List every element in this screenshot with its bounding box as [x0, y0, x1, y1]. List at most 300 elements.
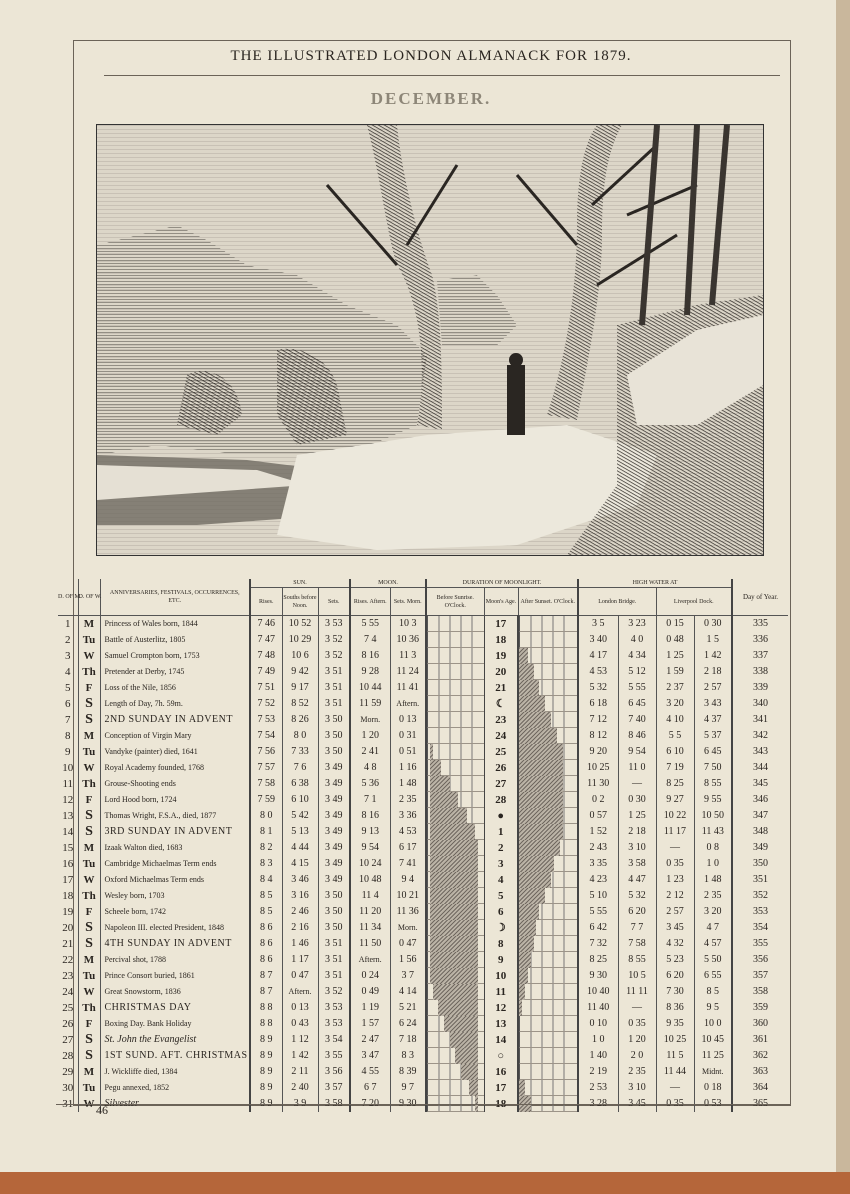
london-bridge-morn: 10 40: [578, 984, 618, 1000]
moon-rises: 2 41: [350, 744, 390, 760]
anniversary: CHRISTMAS DAY: [100, 1000, 250, 1016]
header-day-of-year: Day of Year.: [732, 579, 788, 616]
liverpool-dock-aftern: 7 50: [694, 760, 732, 776]
anniversary: Thomas Wright, F.S.A., died, 1877: [100, 808, 250, 824]
liverpool-dock-aftern: 5 37: [694, 728, 732, 744]
sun-rises: 8 1: [250, 824, 282, 840]
calendar-row: [58, 1048, 788, 1064]
sun-sets: 3 52: [318, 648, 350, 664]
anniversary: Cambridge Michaelmas Term ends: [100, 856, 250, 872]
london-bridge-aftern: 8 46: [618, 728, 656, 744]
moon-age: 23: [484, 712, 518, 728]
london-bridge-morn: 6 42: [578, 920, 618, 936]
day-of-week: M: [78, 616, 100, 633]
sun-souths: 6 38: [282, 776, 318, 792]
moonlight-shade: [519, 728, 557, 744]
day-of-year: 336: [732, 632, 788, 648]
day-of-year: 339: [732, 680, 788, 696]
calendar-row: [58, 760, 788, 776]
london-bridge-aftern: 7 40: [618, 712, 656, 728]
day-of-month: 23: [62, 970, 74, 982]
calendar-row: [58, 1032, 788, 1048]
moonlight-shade: [519, 920, 536, 936]
header-sun-rises: Rises.: [250, 588, 282, 616]
day-of-week: M: [78, 1064, 100, 1080]
moonlight-grid: [427, 648, 484, 664]
sun-rises: 8 8: [250, 1016, 282, 1032]
anniversary: Oxford Michaelmas Term ends: [100, 872, 250, 888]
sun-rises: 7 57: [250, 760, 282, 776]
calendar-rows: [58, 616, 788, 1113]
anniversary: J. Wickliffe died, 1384: [100, 1064, 250, 1080]
sun-souths: 5 13: [282, 824, 318, 840]
london-bridge-morn: 8 25: [578, 952, 618, 968]
moon-age: 18: [484, 1096, 518, 1112]
liverpool-dock-aftern: 3 43: [694, 696, 732, 712]
moon-rises: 11 4: [350, 888, 390, 904]
sun-souths: 7 33: [282, 744, 318, 760]
moonlight-after-sunset: [518, 696, 578, 712]
moonlight-grid: [519, 1000, 577, 1016]
sun-rises: 8 7: [250, 968, 282, 984]
calendar-row: [58, 712, 788, 728]
moon-sets: 1 48: [390, 776, 426, 792]
calendar-row: [58, 648, 788, 664]
winter-landscape-engraving: [96, 124, 764, 556]
liverpool-dock-aftern: 10 45: [694, 1032, 732, 1048]
moonlight-grid: [427, 744, 484, 760]
london-bridge-morn: 5 32: [578, 680, 618, 696]
anniversary: Royal Academy founded, 1768: [100, 760, 250, 776]
moonlight-before-sunrise: [426, 728, 484, 744]
header-sun: SUN.: [250, 579, 350, 588]
sun-sets: 3 50: [318, 728, 350, 744]
moon-rises: 7 1: [350, 792, 390, 808]
sun-rises: 7 52: [250, 696, 282, 712]
liverpool-dock-aftern: 11 43: [694, 824, 732, 840]
liverpool-dock-morn: 2 12: [656, 888, 694, 904]
london-bridge-aftern: 7 7: [618, 920, 656, 936]
day-of-year: 337: [732, 648, 788, 664]
moon-age: 14: [484, 1032, 518, 1048]
day-of-month: 20: [62, 922, 74, 934]
moon-age: 21: [484, 680, 518, 696]
day-of-week: M: [78, 728, 100, 744]
moonlight-shade: [430, 792, 458, 808]
sun-rises: 7 49: [250, 664, 282, 680]
moon-sets: 3 36: [390, 808, 426, 824]
anniversary: Conception of Virgin Mary: [100, 728, 250, 744]
liverpool-dock-aftern: 6 45: [694, 744, 732, 760]
moonlight-before-sunrise: [426, 1048, 484, 1064]
day-of-week: Tu: [78, 632, 100, 648]
anniversary: Princess of Wales born, 1844: [100, 616, 250, 633]
moon-rises: 6 7: [350, 1080, 390, 1096]
anniversary: Grouse-Shooting ends: [100, 776, 250, 792]
london-bridge-aftern: —: [618, 1000, 656, 1016]
liverpool-dock-aftern: 4 7: [694, 920, 732, 936]
day-of-month: 7: [65, 714, 71, 726]
sun-rises: 8 6: [250, 952, 282, 968]
moon-rises: 4 8: [350, 760, 390, 776]
header-moon-age: Moon's Age.: [484, 588, 518, 616]
london-bridge-aftern: 4 34: [618, 648, 656, 664]
moonlight-grid: [427, 696, 484, 712]
moonlight-grid: [519, 1016, 577, 1032]
sun-rises: 7 53: [250, 712, 282, 728]
moonlight-after-sunset: [518, 856, 578, 872]
moon-age: 12: [484, 1000, 518, 1016]
day-of-week: F: [78, 792, 100, 808]
moon-rises: 0 49: [350, 984, 390, 1000]
liverpool-dock-morn: 4 32: [656, 936, 694, 952]
day-of-week: W: [78, 984, 100, 1000]
liverpool-dock-aftern: 8 5: [694, 984, 732, 1000]
moonlight-shade: [433, 984, 478, 1000]
moon-sets: 1 16: [390, 760, 426, 776]
moonlight-after-sunset: [518, 968, 578, 984]
moonlight-shade: [430, 856, 478, 872]
sun-souths: 2 11: [282, 1064, 318, 1080]
sun-rises: 7 48: [250, 648, 282, 664]
sun-sets: 3 54: [318, 1032, 350, 1048]
moon-age: ☾: [484, 696, 518, 712]
moon-rises: 8 16: [350, 648, 390, 664]
page-number: 46: [96, 1103, 108, 1117]
liverpool-dock-aftern: 4 57: [694, 936, 732, 952]
day-of-month: 6: [65, 698, 71, 710]
moon-age: 17: [484, 616, 518, 633]
sun-souths: 3 46: [282, 872, 318, 888]
sun-rises: 7 47: [250, 632, 282, 648]
moonlight-grid: [519, 632, 577, 648]
sun-souths: 10 29: [282, 632, 318, 648]
moon-sets: 0 31: [390, 728, 426, 744]
calendar-row: [58, 1000, 788, 1016]
day-of-week: Tu: [78, 856, 100, 872]
moonlight-after-sunset: [518, 632, 578, 648]
sun-souths: 2 16: [282, 920, 318, 936]
london-bridge-morn: 1 52: [578, 824, 618, 840]
moon-sets: 0 47: [390, 936, 426, 952]
london-bridge-aftern: 3 10: [618, 1080, 656, 1096]
day-of-month: 27: [62, 1034, 74, 1046]
sun-rises: 8 9: [250, 1048, 282, 1064]
moonlight-grid: [427, 712, 484, 728]
liverpool-dock-morn: 1 59: [656, 664, 694, 680]
moon-age: 16: [484, 1064, 518, 1080]
sun-sets: 3 57: [318, 1080, 350, 1096]
moon-sets: 11 3: [390, 648, 426, 664]
anniversary: St. John the Evangelist: [100, 1032, 250, 1048]
calendar-row: [58, 696, 788, 712]
sun-sets: 3 53: [318, 1000, 350, 1016]
day-of-year: 356: [732, 952, 788, 968]
london-bridge-morn: 0 10: [578, 1016, 618, 1032]
london-bridge-morn: 0 2: [578, 792, 618, 808]
header-moon-rises: Rises. Aftern.: [350, 588, 390, 616]
london-bridge-aftern: 3 58: [618, 856, 656, 872]
moon-sets: 8 3: [390, 1048, 426, 1064]
moonlight-shade: [461, 1064, 478, 1080]
calendar-row: [58, 872, 788, 888]
day-of-year: 342: [732, 728, 788, 744]
london-bridge-aftern: 6 20: [618, 904, 656, 920]
moonlight-before-sunrise: [426, 952, 484, 968]
london-bridge-morn: 0 57: [578, 808, 618, 824]
moonlight-before-sunrise: [426, 616, 484, 633]
moonlight-shade: [519, 712, 551, 728]
anniversary: 2ND SUNDAY IN ADVENT: [100, 712, 250, 728]
moon-rises: 0 24: [350, 968, 390, 984]
moon-rises: 8 16: [350, 808, 390, 824]
calendar-row: [58, 840, 788, 856]
liverpool-dock-morn: 0 35: [656, 856, 694, 872]
sun-souths: 1 17: [282, 952, 318, 968]
liverpool-dock-aftern: 2 18: [694, 664, 732, 680]
calendar-row: [58, 824, 788, 840]
sun-sets: 3 51: [318, 952, 350, 968]
moon-rises: 1 57: [350, 1016, 390, 1032]
day-of-year: 348: [732, 824, 788, 840]
anniversary: Percival shot, 1788: [100, 952, 250, 968]
sun-souths: 9 17: [282, 680, 318, 696]
day-of-year: 344: [732, 760, 788, 776]
moonlight-before-sunrise: [426, 1016, 484, 1032]
liverpool-dock-aftern: 11 25: [694, 1048, 732, 1064]
moonlight-after-sunset: [518, 760, 578, 776]
liverpool-dock-morn: 0 48: [656, 632, 694, 648]
moon-sets: 11 36: [390, 904, 426, 920]
moonlight-grid: [519, 1032, 577, 1048]
moon-sets: 10 3: [390, 616, 426, 633]
moonlight-shade: [519, 824, 563, 840]
day-of-week: W: [78, 760, 100, 776]
day-of-month: 11: [62, 778, 74, 790]
moonlight-shade: [430, 840, 478, 856]
sun-sets: 3 49: [318, 776, 350, 792]
moon-sets: 6 17: [390, 840, 426, 856]
moon-sets: 7 18: [390, 1032, 426, 1048]
moonlight-grid: [519, 984, 577, 1000]
moonlight-before-sunrise: [426, 888, 484, 904]
moonlight-after-sunset: [518, 1064, 578, 1080]
moon-rises: 1 19: [350, 1000, 390, 1016]
header-sun-souths: Souths before Noon.: [282, 588, 318, 616]
day-of-month: 14: [62, 826, 74, 838]
moonlight-after-sunset: [518, 920, 578, 936]
moonlight-after-sunset: [518, 744, 578, 760]
anniversary: Napoleon III. elected President, 1848: [100, 920, 250, 936]
liverpool-dock-aftern: Midnt.: [694, 1064, 732, 1080]
day-of-year: 365: [732, 1096, 788, 1112]
day-of-year: 347: [732, 808, 788, 824]
london-bridge-morn: 1 0: [578, 1032, 618, 1048]
london-bridge-morn: 5 55: [578, 904, 618, 920]
moon-rises: 7 4: [350, 632, 390, 648]
liverpool-dock-morn: 5 5: [656, 728, 694, 744]
day-of-year: 364: [732, 1080, 788, 1096]
moon-age: 5: [484, 888, 518, 904]
day-of-year: 349: [732, 840, 788, 856]
sun-sets: 3 49: [318, 760, 350, 776]
liverpool-dock-morn: 5 23: [656, 952, 694, 968]
day-of-year: 351: [732, 872, 788, 888]
title-rule: [104, 75, 780, 76]
sun-sets: 3 55: [318, 1048, 350, 1064]
sun-rises: 7 56: [250, 744, 282, 760]
london-bridge-morn: 3 28: [578, 1096, 618, 1112]
moon-age: 1: [484, 824, 518, 840]
day-of-week: S: [78, 696, 100, 712]
day-of-year: 358: [732, 984, 788, 1000]
moonlight-shade: [519, 680, 539, 696]
sun-rises: 8 8: [250, 1000, 282, 1016]
sun-rises: 8 0: [250, 808, 282, 824]
almanac-title: THE ILLUSTRATED LONDON ALMANACK FOR 1879.: [230, 48, 632, 64]
moon-rises: Morn.: [350, 712, 390, 728]
moon-sets: 7 41: [390, 856, 426, 872]
moonlight-before-sunrise: [426, 680, 484, 696]
moon-age: 28: [484, 792, 518, 808]
sun-souths: 4 15: [282, 856, 318, 872]
sun-rises: 8 5: [250, 888, 282, 904]
sun-souths: 10 6: [282, 648, 318, 664]
day-of-month: 21: [62, 938, 74, 950]
page-edge: [0, 1172, 850, 1194]
moonlight-shade: [519, 744, 563, 760]
sun-sets: 3 52: [318, 632, 350, 648]
sun-souths: 8 52: [282, 696, 318, 712]
moon-rises: 11 34: [350, 920, 390, 936]
moon-age: 24: [484, 728, 518, 744]
day-of-month: 4: [65, 666, 71, 678]
moonlight-after-sunset: [518, 1048, 578, 1064]
moonlight-after-sunset: [518, 872, 578, 888]
london-bridge-aftern: 1 25: [618, 808, 656, 824]
calendar-row: [58, 1080, 788, 1096]
moonlight-before-sunrise: [426, 872, 484, 888]
london-bridge-aftern: 9 54: [618, 744, 656, 760]
sun-rises: 8 9: [250, 1032, 282, 1048]
day-of-year: 338: [732, 664, 788, 680]
moonlight-shade: [430, 952, 478, 968]
moonlight-after-sunset: [518, 936, 578, 952]
day-of-week: F: [78, 904, 100, 920]
moonlight-shade: [519, 872, 551, 888]
moon-sets: 2 35: [390, 792, 426, 808]
day-of-month: 17: [62, 874, 74, 886]
header-day-of-week: D. OF W.: [78, 579, 100, 616]
london-bridge-aftern: 5 32: [618, 888, 656, 904]
london-bridge-aftern: 7 58: [618, 936, 656, 952]
moonlight-before-sunrise: [426, 824, 484, 840]
moonlight-shade: [519, 1080, 525, 1096]
moonlight-after-sunset: [518, 984, 578, 1000]
sun-rises: 8 6: [250, 920, 282, 936]
day-of-week: Tu: [78, 1080, 100, 1096]
moonlight-shade: [469, 1080, 477, 1096]
moon-age: 18: [484, 632, 518, 648]
london-bridge-morn: 2 19: [578, 1064, 618, 1080]
liverpool-dock-aftern: 10 50: [694, 808, 732, 824]
moonlight-before-sunrise: [426, 968, 484, 984]
london-bridge-morn: 11 30: [578, 776, 618, 792]
sun-souths: 8 0: [282, 728, 318, 744]
moonlight-before-sunrise: [426, 840, 484, 856]
anniversary: Loss of the Nile, 1856: [100, 680, 250, 696]
moonlight-after-sunset: [518, 776, 578, 792]
london-bridge-morn: 6 18: [578, 696, 618, 712]
london-bridge-aftern: 10 5: [618, 968, 656, 984]
liverpool-dock-morn: 11 44: [656, 1064, 694, 1080]
sun-souths: 6 10: [282, 792, 318, 808]
day-of-month: 22: [62, 954, 74, 966]
day-of-year: 335: [732, 616, 788, 633]
moonlight-shade: [519, 856, 554, 872]
moonlight-shade: [519, 936, 534, 952]
moonlight-before-sunrise: [426, 712, 484, 728]
header-moon-sets: Sets. Morn.: [390, 588, 426, 616]
moonlight-after-sunset: [518, 664, 578, 680]
sun-souths: 8 26: [282, 712, 318, 728]
day-of-year: 359: [732, 1000, 788, 1016]
moonlight-shade: [519, 904, 539, 920]
sun-sets: 3 49: [318, 792, 350, 808]
sun-sets: 3 53: [318, 1016, 350, 1032]
moonlight-before-sunrise: [426, 664, 484, 680]
london-bridge-aftern: 11 11: [618, 984, 656, 1000]
moon-sets: 9 7: [390, 1080, 426, 1096]
anniversary: Silvester: [100, 1096, 250, 1112]
sun-souths: 0 47: [282, 968, 318, 984]
day-of-year: 353: [732, 904, 788, 920]
day-of-week: S: [78, 1048, 100, 1064]
calendar-row: [58, 728, 788, 744]
moonlight-shade: [519, 984, 525, 1000]
liverpool-dock-morn: 11 5: [656, 1048, 694, 1064]
moonlight-after-sunset: [518, 648, 578, 664]
day-of-month: 26: [62, 1018, 74, 1030]
moonlight-before-sunrise: [426, 920, 484, 936]
london-bridge-aftern: 1 20: [618, 1032, 656, 1048]
day-of-year: 363: [732, 1064, 788, 1080]
liverpool-dock-morn: 3 45: [656, 920, 694, 936]
header-high-water: HIGH WATER AT: [578, 579, 732, 588]
liverpool-dock-morn: 10 22: [656, 808, 694, 824]
moonlight-grid: [427, 680, 484, 696]
london-bridge-morn: 7 32: [578, 936, 618, 952]
sun-sets: 3 49: [318, 824, 350, 840]
day-of-month: 31: [62, 1098, 74, 1110]
moonlight-before-sunrise: [426, 760, 484, 776]
moon-rises: 5 55: [350, 616, 390, 633]
day-of-month: 5: [65, 682, 71, 694]
sun-souths: 0 43: [282, 1016, 318, 1032]
sun-sets: 3 58: [318, 1096, 350, 1112]
moonlight-shade: [430, 920, 478, 936]
london-bridge-morn: 5 10: [578, 888, 618, 904]
liverpool-dock-aftern: 4 37: [694, 712, 732, 728]
moonlight-before-sunrise: [426, 984, 484, 1000]
december-calendar-table: [58, 579, 788, 1112]
sun-rises: 7 58: [250, 776, 282, 792]
moon-sets: 8 39: [390, 1064, 426, 1080]
moon-age: 26: [484, 760, 518, 776]
moon-age: 2: [484, 840, 518, 856]
day-of-week: S: [78, 920, 100, 936]
moonlight-shade: [519, 760, 563, 776]
